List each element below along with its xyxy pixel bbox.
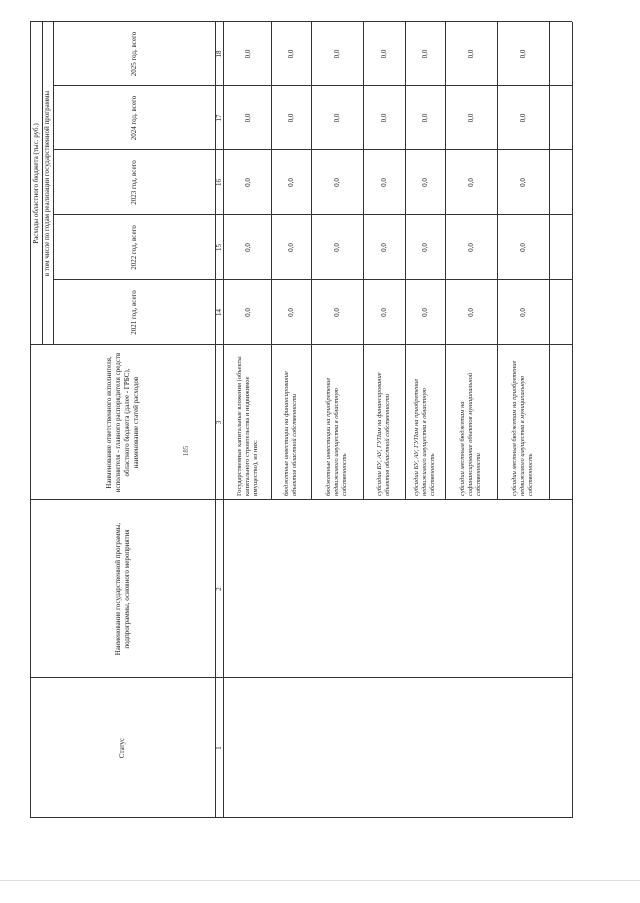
row-value: 0,0 bbox=[421, 49, 429, 59]
row-label: субсидии БУ, АУ, ГУПам на приобретение недвижимого имущества в областную собственность bbox=[413, 378, 436, 496]
row-value: 0,0 bbox=[380, 178, 388, 187]
colnum-2: 2 bbox=[214, 587, 223, 591]
row-value: 0,0 bbox=[244, 49, 252, 59]
row-value: 0,0 bbox=[287, 243, 295, 252]
colnum-14: 14 bbox=[214, 309, 223, 316]
row-value: 0,0 bbox=[333, 49, 341, 59]
row-value: 0,0 bbox=[333, 243, 341, 252]
row-value: 0,0 bbox=[333, 178, 341, 187]
header-by-year bbox=[42, 22, 53, 345]
row-label: субсидии БУ, АУ, ГУПам на финансирование объектов областной собственности bbox=[376, 372, 391, 496]
header-program-name bbox=[30, 500, 215, 678]
row-value: 0,0 bbox=[287, 49, 295, 59]
colnum-16: 16 bbox=[214, 179, 223, 186]
header-year-2025: 2025 год, всего bbox=[129, 31, 138, 77]
header-year-2021: 2021 год, всего bbox=[129, 290, 138, 335]
row-value: 0,0 bbox=[244, 308, 252, 317]
row-value: 0,0 bbox=[467, 178, 475, 187]
row-value: 0,0 bbox=[380, 308, 388, 317]
header-by-year-text: в том числе по годам реализации государственной программы bbox=[43, 90, 51, 277]
row-value: 0,0 bbox=[467, 113, 475, 123]
colnum-17: 17 bbox=[214, 114, 223, 122]
row-value: 0,0 bbox=[519, 308, 527, 317]
row-value: 0,0 bbox=[467, 308, 475, 317]
colnum-18: 18 bbox=[214, 50, 223, 58]
row-label: субсидии местным бюджетам на софинансирование объектов муниципальной собственности bbox=[459, 372, 482, 496]
row-value: 0,0 bbox=[287, 113, 295, 123]
row-value: 0,0 bbox=[467, 49, 475, 59]
row-value: 0,0 bbox=[380, 243, 388, 252]
header-expenses bbox=[30, 22, 42, 345]
header-expenses-text: Расходы областного бюджета (тыс. руб.) bbox=[31, 123, 40, 244]
row-value: 0,0 bbox=[421, 113, 429, 123]
row-label: субсидии местным бюджетам на приобретение недвижимого имущества в муниципальную собственность bbox=[511, 360, 534, 496]
row-value: 0,0 bbox=[287, 308, 295, 317]
header-year-2023: 2023 год, всего bbox=[129, 160, 138, 205]
header-status bbox=[30, 678, 215, 818]
row-label: бюджетные инвестиции на приобретение недвижимого имущества в областную собственность bbox=[325, 377, 348, 496]
header-executor-text: Наименование ответственного исполнителя, исполнителя - главного распорядителя средств областного бюджета (далее - ГРБС), наименование статей расходов bbox=[104, 352, 140, 493]
page-number: 185 bbox=[182, 445, 190, 457]
row-value: 0,0 bbox=[519, 178, 527, 187]
row-value: 0,0 bbox=[519, 113, 527, 123]
row-value: 0,0 bbox=[421, 178, 429, 187]
header-executor bbox=[30, 345, 215, 500]
row-value: 0,0 bbox=[287, 178, 295, 187]
row-label: бюджетные инвестиции на финансирование объектов областной собственности bbox=[283, 371, 298, 496]
row-value: 0,0 bbox=[244, 113, 252, 123]
colnum-3: 3 bbox=[214, 420, 223, 425]
header-status-text: Статус bbox=[118, 737, 126, 759]
row-value: 0,0 bbox=[380, 113, 388, 123]
header-year-2024: 2024 год, всего bbox=[129, 95, 138, 141]
row-value: 0,0 bbox=[421, 308, 429, 317]
row-value: 0,0 bbox=[380, 49, 388, 59]
colnum-15: 15 bbox=[214, 244, 223, 251]
row-value: 0,0 bbox=[244, 243, 252, 252]
row-value: 0,0 bbox=[421, 243, 429, 252]
row-value: 0,0 bbox=[333, 113, 341, 123]
row-value: 0,0 bbox=[519, 49, 527, 59]
header-program-name-text: Наименование государственной программы, подпрограммы, основного мероприятия bbox=[113, 522, 131, 656]
row-value: 0,0 bbox=[333, 308, 341, 317]
scan-edge-line bbox=[0, 880, 640, 881]
row-value: 0,0 bbox=[244, 178, 252, 187]
colnum-1: 1 bbox=[214, 746, 223, 750]
row-value: 0,0 bbox=[467, 243, 475, 252]
row-value: 0,0 bbox=[519, 243, 527, 252]
header-year-2022: 2022 год, всего bbox=[129, 225, 138, 270]
row-label: Государственные капитальные вложения (объекты капитального строительства и недвижимое имущество), из них: bbox=[236, 356, 259, 496]
